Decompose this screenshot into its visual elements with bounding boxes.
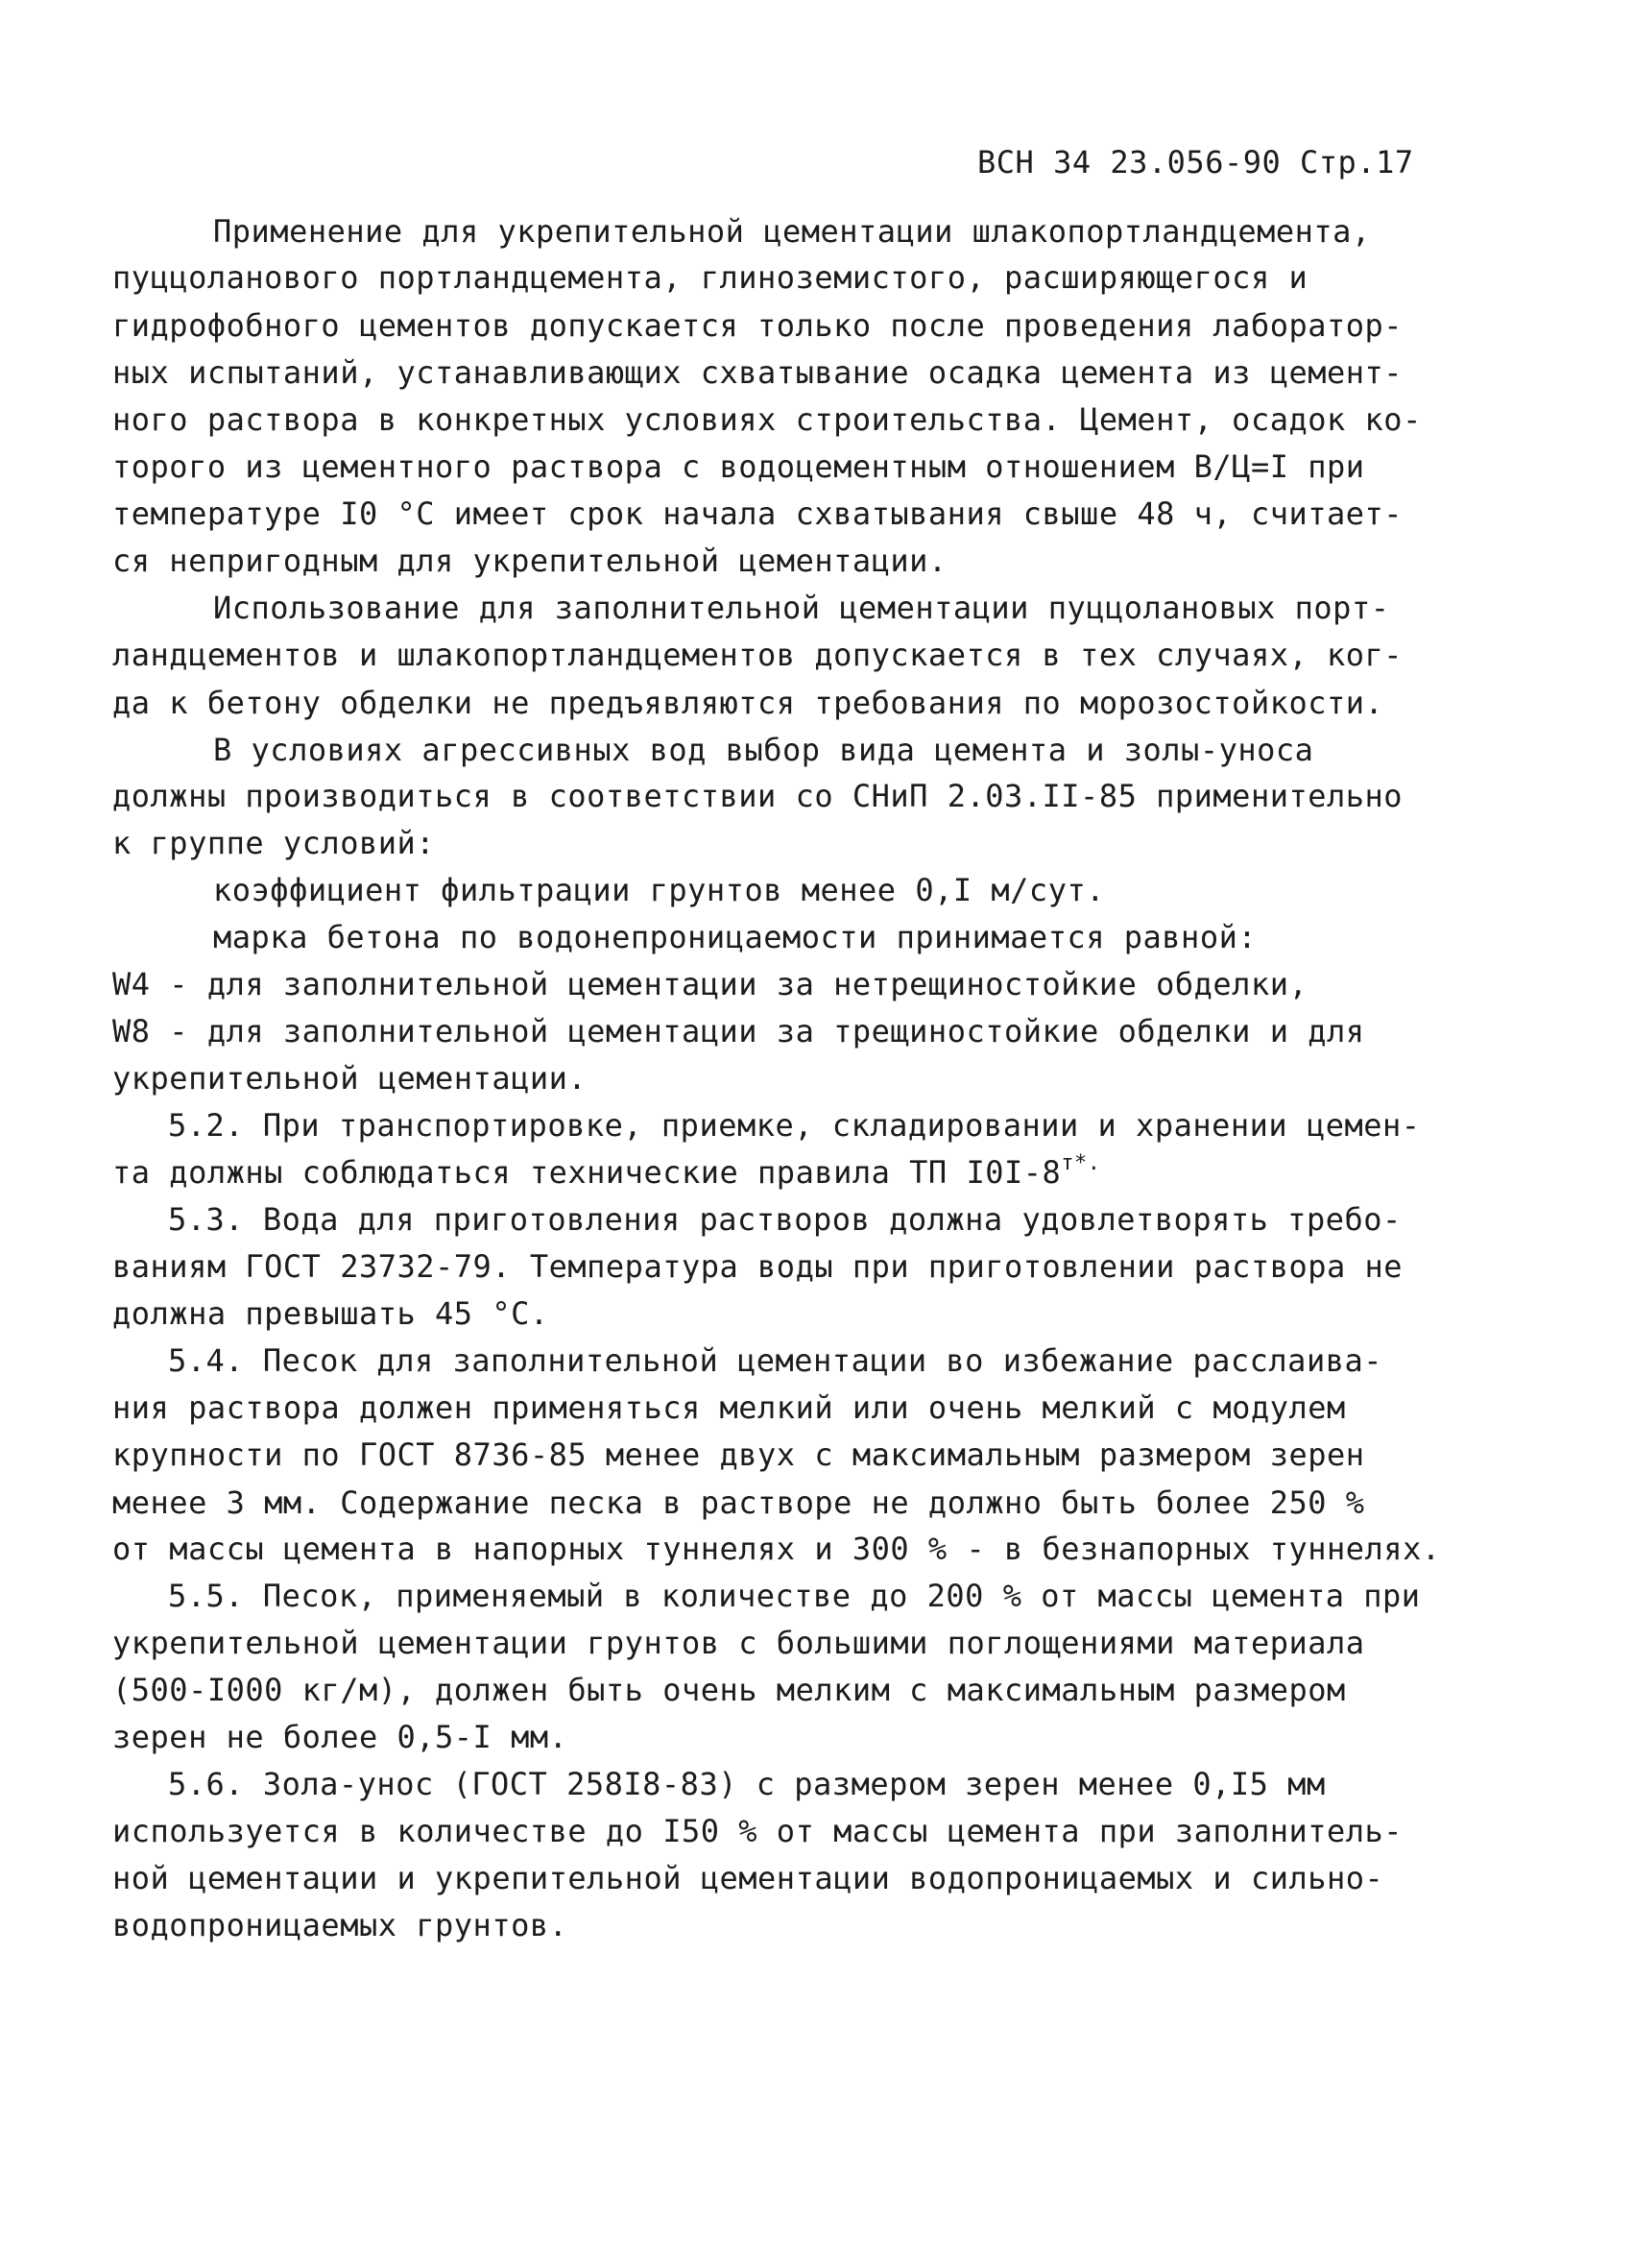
- superscript: т*.: [1061, 1151, 1101, 1175]
- text-line-with-superscript: [112, 1151, 1101, 1191]
- text-line: гидрофобного цементов допускается только после проведения лаборатор-: [112, 307, 1404, 344]
- text-line: должна превышать 45 °С.: [112, 1295, 549, 1332]
- text-line: W4 - для заполнительной цементации за нетрещиностойкие обделки,: [112, 966, 1308, 1002]
- text-line: менее 3 мм. Содержание песка в растворе не должно быть более 250 %: [112, 1484, 1365, 1521]
- text-line: 5.3. Вода для приготовления растворов должна удовлетворять требо-: [168, 1201, 1402, 1238]
- page-header: ВСН 34 23.056-90 Стр.17: [977, 144, 1414, 181]
- text-line: водопроницаемых грунтов.: [112, 1907, 568, 1943]
- text-line: да к бетону обделки не предъявляются требования по морозостойкости.: [112, 685, 1384, 721]
- text-line: используется в количестве до I50 % от массы цемента при заполнитель-: [112, 1813, 1404, 1849]
- text-line: пуццоланового портландцемента, глиноземистого, расширяющегося и: [112, 259, 1308, 296]
- text-line: должны производиться в соответствии со СНиП 2.03.II-85 применительно: [112, 778, 1404, 814]
- text-line: ваниям ГОСТ 23732-79. Температура воды при приготовлении раствора не: [112, 1248, 1404, 1285]
- text-line: 5.6. Зола-унос (ГОСТ 258I8-83) с размером зерен менее 0,I5 мм: [168, 1766, 1326, 1802]
- text-line: Использование для заполнительной цементации пуццолановых порт-: [213, 590, 1390, 626]
- text-line: к группе условий:: [112, 825, 436, 861]
- text-line: от массы цемента в напорных туннелях и 300 % - в безнапорных туннелях.: [112, 1531, 1441, 1567]
- text-line: коэффициент фильтрации грунтов менее 0,I м/сут.: [213, 872, 1105, 908]
- text-line: марка бетона по водонепроницаемости принимается равной:: [213, 919, 1258, 955]
- text-line: W8 - для заполнительной цементации за трещиностойкие обделки и для: [112, 1013, 1365, 1050]
- text-line: ландцементов и шлакопортландцементов допускается в тех случаях, ког-: [112, 637, 1404, 673]
- text-line: та должны соблюдаться технические правила ТП I0I-8: [112, 1154, 1062, 1191]
- text-line: температуре I0 °С имеет срок начала схватывания свыше 48 ч, считает-: [112, 495, 1404, 532]
- text-line: ной цементации и укрепительной цементации водопроницаемых и сильно-: [112, 1860, 1384, 1896]
- text-line: В условиях агрессивных вод выбор вида цемента и золы-уноса: [213, 732, 1314, 768]
- text-line: ного раствора в конкретных условиях строительства. Цемент, осадок ко-: [112, 401, 1422, 438]
- text-line: 5.2. При транспортировке, приемке, складировании и хранении цемен-: [168, 1107, 1421, 1144]
- text-line: 5.5. Песок, применяемый в количестве до 200 % от массы цемента при: [168, 1578, 1421, 1614]
- text-line: 5.4. Песок для заполнительной цементации во избежание расслаива-: [168, 1342, 1382, 1379]
- text-line: ных испытаний, устанавливающих схватывание осадка цемента из цемент-: [112, 354, 1404, 391]
- text-line: крупности по ГОСТ 8736-85 менее двух с максимальным размером зерен: [112, 1436, 1365, 1473]
- text-line: зерен не более 0,5-I мм.: [112, 1719, 568, 1755]
- text-line: ния раствора должен применяться мелкий или очень мелкий с модулем: [112, 1389, 1346, 1426]
- text-line: торого из цементного раствора с водоцементным отношением В/Ц=I при: [112, 448, 1365, 485]
- text-line: укрепительной цементации грунтов с большими поглощениями материала: [112, 1625, 1365, 1661]
- text-line: Применение для укрепительной цементации шлакопортландцемента,: [213, 213, 1371, 250]
- text-line: ся непригодным для укрепительной цементации.: [112, 543, 948, 579]
- text-line: (500-I000 кг/м), должен быть очень мелким с максимальным размером: [112, 1672, 1346, 1708]
- text-line: укрепительной цементации.: [112, 1060, 588, 1097]
